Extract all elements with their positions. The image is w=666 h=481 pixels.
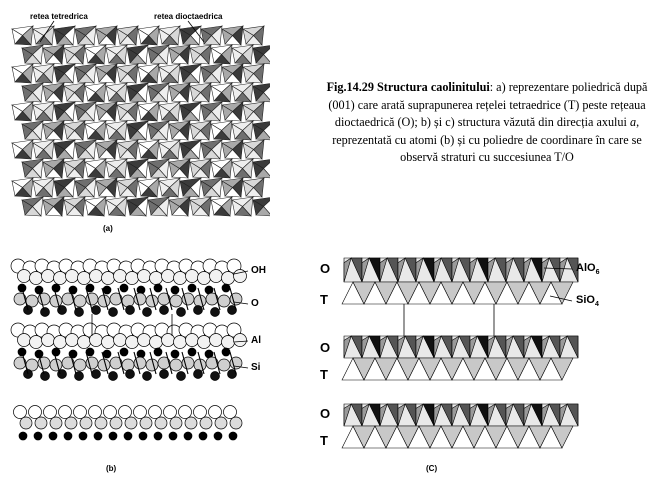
label-retea-dioctaedrica: retea dioctaedrica: [154, 12, 223, 21]
figure-panel-c: [312, 252, 662, 478]
panel-a-caption: (a): [103, 224, 113, 233]
caption-title: Fig.14.29 Structura caolinitului: [326, 80, 490, 94]
panel-c-caption: (C): [426, 464, 438, 473]
figure-panel-b: [8, 252, 290, 478]
label-si: Si: [251, 362, 261, 373]
label-sio4: [576, 294, 599, 308]
figure-caption: [314, 79, 660, 167]
caption-text-1: : a) reprezentare poliedrică după (001) care arată suprapunerea rețelei tetraedrice (T) peste rețeaua dioctaedrică (O); b) și c) structura văzută din direcția axului: [328, 80, 648, 129]
polyhedra-layers: [342, 258, 578, 448]
caption-axis: a: [629, 115, 637, 129]
layer-1-t-label: T: [320, 292, 328, 307]
label-oh: OH: [251, 265, 266, 276]
layer-3-t-label: T: [320, 433, 328, 448]
layer-2-o-label: O: [320, 340, 331, 355]
atomic-structure-image: [8, 252, 290, 478]
layer-2-t-label: T: [320, 367, 328, 382]
label-o: O: [251, 298, 259, 309]
label-alo6-text: AlO: [576, 262, 596, 274]
caption-text-2: , reprezentată cu atomi (b) și cu poliedre de coordinare în care se observă straturi cu succesiunea T/O: [332, 115, 642, 164]
label-sio4-sub: 4: [594, 301, 599, 309]
figure-panel-a: [8, 6, 270, 238]
polyhedra-layer-image: [312, 252, 662, 478]
label-al: Al: [251, 335, 261, 346]
panel-b-caption: (b): [106, 464, 117, 473]
atom-layers: [11, 259, 247, 440]
polyhedra-mosaic: [12, 26, 270, 216]
label-sio4-text: SiO: [576, 294, 595, 306]
layer-1-o-label: O: [320, 261, 331, 276]
label-retea-tetredrica: retea tetredrica: [30, 12, 88, 21]
polyhedral-lattice-image: [8, 6, 270, 238]
label-alo6-sub: 6: [595, 269, 600, 277]
layer-3-o-label: O: [320, 406, 331, 421]
label-alo6: [576, 262, 599, 276]
